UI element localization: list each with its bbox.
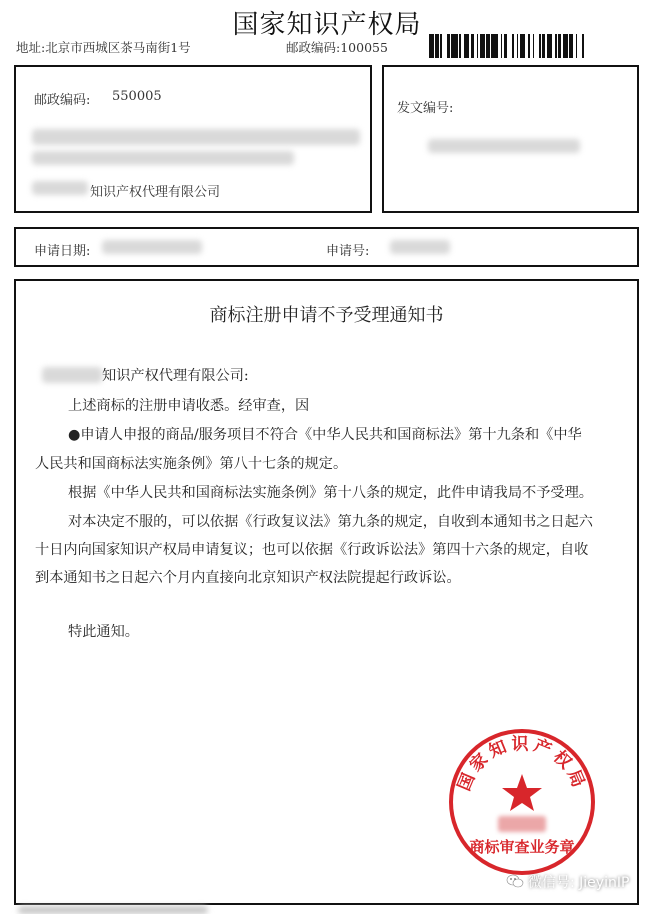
barcode-bar bbox=[584, 34, 586, 58]
notice-paragraph-4-line-2: 十日内向国家知识产权局申请复议；也可以依据《行政诉讼法》第四十六条的规定，自收 bbox=[35, 542, 589, 558]
notice-paragraph-4-line-3: 到本通知书之日起六个月内直接向北京知识产权法院提起行政诉讼。 bbox=[35, 570, 461, 586]
application-date-label: 申请日期: bbox=[34, 244, 91, 259]
recipient-box bbox=[14, 65, 372, 213]
application-number-label: 申请号: bbox=[326, 244, 370, 259]
redacted-dispatch-number bbox=[428, 139, 580, 153]
seal-top-text: 国家知识产权局 bbox=[454, 734, 590, 794]
notice-paragraph-2-line-1: ●申请人申报的商品/服务项目不符合《中华人民共和国商标法》第十九条和《中华 bbox=[68, 427, 582, 443]
page-title: 国家知识产权局 bbox=[232, 10, 422, 40]
barcode bbox=[429, 34, 634, 58]
office-postal-code: 邮政编码:100055 bbox=[286, 40, 388, 55]
notice-paragraph-2-line-2: 人民共和国商标法实施条例》第八十七条的规定。 bbox=[35, 456, 348, 472]
notice-title: 商标注册申请不予受理通知书 bbox=[209, 305, 444, 326]
notice-paragraph-1: 上述商标的注册申请收悉。经审查，因 bbox=[68, 398, 310, 414]
wechat-icon bbox=[506, 872, 524, 890]
office-address: 地址:北京市西城区茶马南街1号 bbox=[16, 40, 191, 55]
seal-bottom-text: 商标审查业务章 bbox=[469, 838, 575, 856]
recipient-postal-value: 550005 bbox=[112, 89, 162, 104]
official-seal bbox=[446, 726, 598, 878]
redacted-application-number bbox=[390, 240, 450, 254]
watermark-text: 微信号: JieyinIP bbox=[528, 875, 630, 891]
seal-star-icon bbox=[502, 774, 542, 811]
redacted-addressee bbox=[42, 367, 102, 383]
redacted-application-date bbox=[102, 240, 202, 254]
dispatch-number-box bbox=[382, 65, 639, 213]
notice-salutation: 知识产权代理有限公司: bbox=[102, 368, 249, 384]
notice-paragraph-3: 根据《中华人民共和国商标法实施条例》第十八条的规定，此件申请我局不予受理。 bbox=[68, 485, 593, 501]
recipient-agency-name: 知识产权代理有限公司 bbox=[90, 185, 221, 200]
application-info-box bbox=[14, 227, 639, 267]
redacted-address-line bbox=[32, 129, 360, 145]
notice-closing: 特此通知。 bbox=[68, 624, 139, 640]
redacted-agency-name bbox=[32, 181, 88, 195]
redacted-seal-code bbox=[498, 816, 546, 832]
redacted-address-line bbox=[32, 151, 294, 165]
recipient-postal-label: 邮政编码: bbox=[34, 93, 91, 108]
dispatch-number-label: 发文编号: bbox=[397, 101, 454, 116]
notice-paragraph-4-line-1: 对本决定不服的，可以依据《行政复议法》第九条的规定，自收到本通知书之日起六 bbox=[68, 514, 593, 530]
